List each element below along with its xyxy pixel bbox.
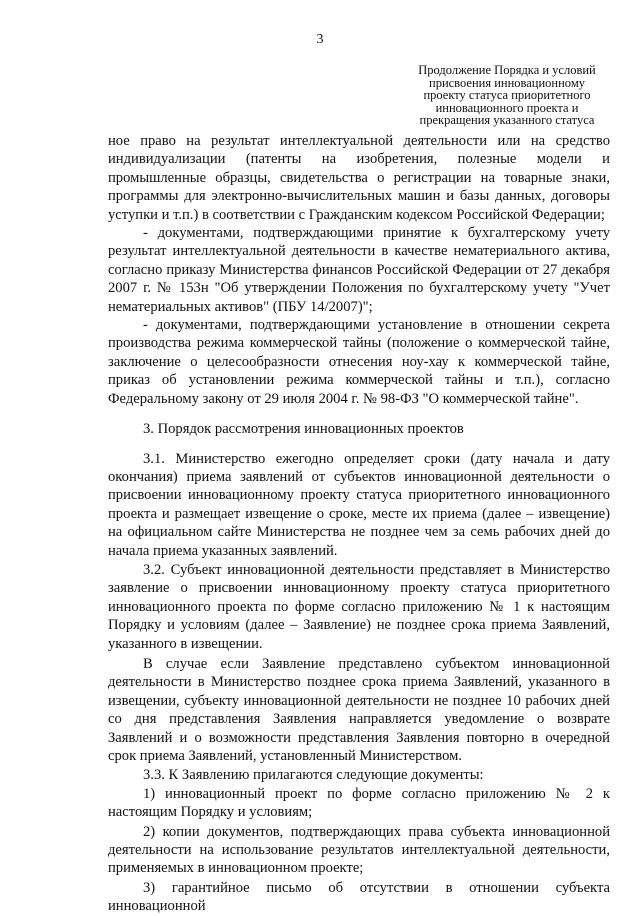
list-item-1: 1) инновационный проект по форме согласно приложению № 2 к настоящим Порядку и условиям; <box>108 785 610 821</box>
paragraph-trade-secret: - документами, подтверждающими установление в отношении секрета производства режима коммерческой тайны (положение о коммерческой тайне, заключение о целесообразности отнесения ноу-хау к коммерческой тайне, приказ об установлении режима коммерческой тайны и т.п.), согласно Федеральному закону от 29 июля 2004 г. № 98-ФЗ "О коммерческой тайне". <box>108 317 610 407</box>
paragraph-3-1: 3.1. Министерство ежегодно определяет сроки (дату начала и дату окончания) приема заявлений от субъектов инновационной деятельности о присвоении инновационному проекту статуса приоритетного инновационного проекта и размещает извещение о сроке, месте их приема (далее – извещение) на официальном сайте Министерства не позднее чем за семь рабочих дней до начала приема указанных заявлений. <box>108 450 610 559</box>
list-item-2: 2) копии документов, подтверждающих права субъекта инновационной деятельности на использование результатов интеллектуальной деятельности, применяемых в инновационном проекте; <box>108 823 610 877</box>
document-body <box>108 132 610 916</box>
list-item-3: 3) гарантийное письмо об отсутствии в отношении субъекта инновационной <box>108 879 610 915</box>
header-note <box>404 64 610 127</box>
header-note-line: присвоения инновационному <box>429 75 585 90</box>
paragraph-3-3: 3.3. К Заявлению прилагаются следующие документы: <box>143 767 484 784</box>
header-note-line: инновационного проекта и <box>435 100 579 115</box>
paragraph-accounting: - документами, подтверждающими принятие к бухгалтерскому учету результат интеллектуальной деятельности в качестве нематериального актива, согласно приказу Министерства финансов Российской Федерации от 27 декабря 2007 г. № 153н "Об утверждении Положения по бухгалтерскому учету "Учет нематериальных активов" (ПБУ 14/2007)"; <box>108 225 610 315</box>
page-number: 3 <box>316 32 324 47</box>
paragraph-continuation: ное право на результат интеллектуальной деятельности или на средство индивидуализации (патенты на изобретения, полезные модели и промышленные образцы, свидетельства о регистрации на товарные знаки, программы для электронно-вычислительных машин и базы данных, договоры уступки и т.п.) в соответствии с Гражданским кодексом Российской Федерации; <box>108 133 610 223</box>
section-heading: 3. Порядок рассмотрения инновационных проектов <box>143 421 464 438</box>
paragraph-late-application: В случае если Заявление представлено субъектом инновационной деятельности в Министерство позднее срока приема Заявлений, указанного в извещении, субъекту инновационной деятельности не позднее 10 рабочих дней со дня представления Заявления направляется уведомление о возврате Заявлений и о возможности представления Заявления повторно в очередной срок приема Заявлений, установленный Министерством. <box>108 655 610 764</box>
header-note-line: Продолжение Порядка и условий <box>418 63 596 77</box>
header-note-line: прекращения указанного статуса <box>419 113 595 127</box>
paragraph-3-2: 3.2. Субъект инновационной деятельности представляет в Министерство заявление о присвоении инновационному проекту статуса приоритетного инновационного проекта по форме согласно приложению № 1 к настоящим Порядку и условиям (далее – Заявление) не позднее срока приема Заявлений, указанного в извещении. <box>108 561 610 652</box>
header-note-line: проекту статуса приоритетного <box>423 88 591 102</box>
